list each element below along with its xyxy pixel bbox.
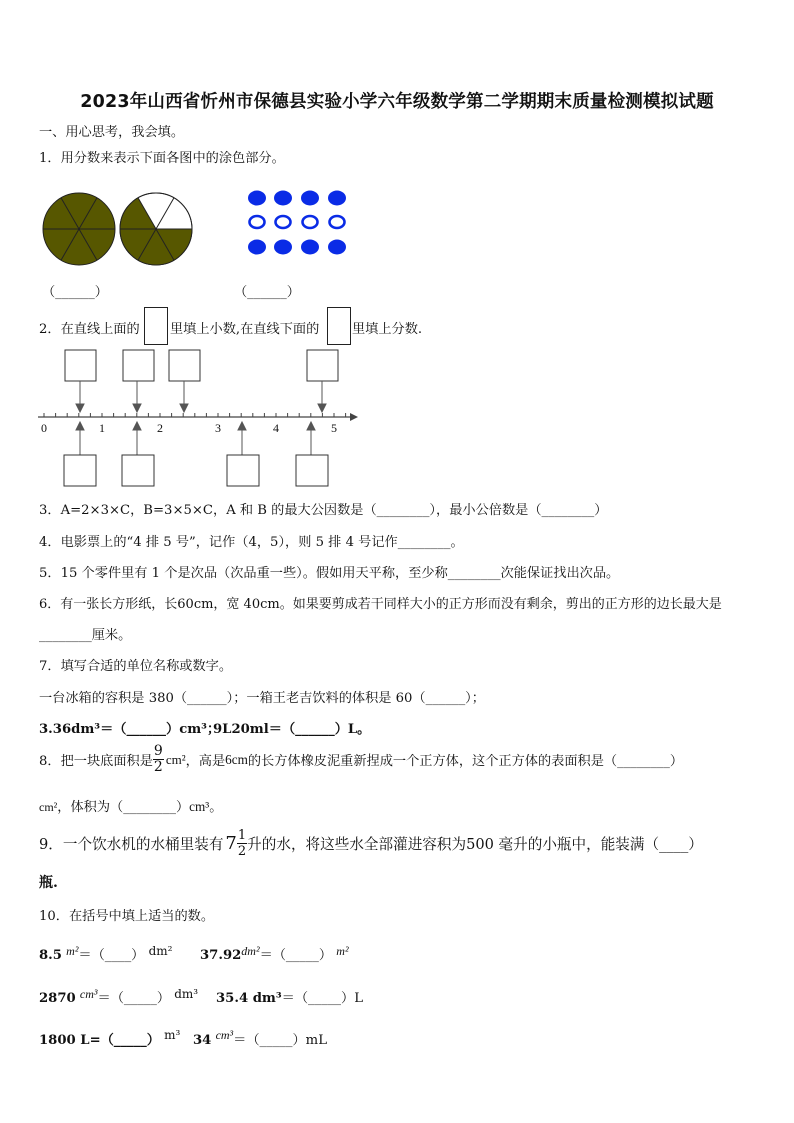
section-heading: 一、用心思考，我会填。 xyxy=(39,125,185,140)
question-10: 10．在括号中填上适当的数。 xyxy=(39,909,215,924)
unit: cm³ xyxy=(189,799,210,814)
unit: cm² xyxy=(39,800,58,814)
axis-label: 3 xyxy=(215,421,221,435)
equation-blank[interactable]: ＝（_____）mL xyxy=(233,1033,327,1048)
equation-blank[interactable]: ＝（_____）L xyxy=(281,991,363,1006)
question-7-line1: 一台冰箱的容积是 380（______）；一箱王老吉饮料的体积是 60（______）； xyxy=(39,691,485,706)
q10-row2-a xyxy=(39,987,198,1006)
value: 8.5 xyxy=(39,948,62,963)
q8-mid: ，高是 xyxy=(185,754,226,769)
question-5: 5．15 个零件里有 1 个是次品（次品重一些）。假如用天平称，至少称________次能保证找出次品。 xyxy=(39,566,620,581)
unit: dm² xyxy=(148,944,173,958)
pie-figures xyxy=(40,190,195,270)
q8-rest: 的长方体橡皮泥重新捏成一个正方体，这个正方体的表面积是（________） xyxy=(247,754,684,769)
q9-rest: 升的水，将这些水全部灌进容积为500 毫升的小瓶中，能装满（____） xyxy=(247,836,703,853)
q10-row1-b xyxy=(200,944,349,963)
question-8 xyxy=(39,744,683,775)
answer-blank[interactable]: （______） xyxy=(234,285,300,300)
question-7-line2b: 9L20ml＝（______）L。 xyxy=(213,722,371,737)
unit: cm³ xyxy=(79,987,98,1001)
unit: m³ xyxy=(164,1028,181,1042)
question-2-prefix: 2．在直线上面的 xyxy=(39,322,140,337)
answer-box-sample xyxy=(144,307,168,345)
axis-label: 5 xyxy=(331,421,337,435)
value: 2870 xyxy=(39,991,76,1006)
pie-full xyxy=(43,193,115,265)
value: 34 xyxy=(193,1033,212,1048)
q8-line2-end: 。 xyxy=(209,800,223,815)
question-3: 3．A=2×3×C，B=3×5×C，A 和 B 的最大公因数是（________），最小公倍数是（________） xyxy=(39,503,608,518)
q10-row3-a xyxy=(39,1029,180,1048)
question-4: 4．电影票上的“4 排 5 号”，记作（4，5），则 5 排 4 号记作________。 xyxy=(39,535,464,550)
q10-row1-a xyxy=(39,944,172,963)
unit: dm² xyxy=(241,944,260,958)
question-2-middle: 里填上小数,在直线下面的 xyxy=(170,322,320,337)
axis-label: 0 xyxy=(41,421,47,435)
question-9 xyxy=(39,828,703,859)
question-6: 6．有一张长方形纸，长60cm，宽 40cm。如果要剪成若干同样大小的正方形而没有剩余，剪出的正方形的边长最大是 xyxy=(39,597,722,612)
question-9-line2: 瓶. xyxy=(39,875,58,891)
q10-row2-b xyxy=(216,987,363,1006)
fraction-denominator: 2 xyxy=(153,759,163,775)
answer-box-sample xyxy=(327,307,351,345)
unit: m² xyxy=(66,944,79,958)
question-7: 7．填写合适的单位名称或数字。 xyxy=(39,659,233,674)
value: 37.92 xyxy=(200,948,242,963)
q8-line2-mid: ，体积为（________） xyxy=(57,800,190,815)
number-line xyxy=(30,346,370,491)
fraction-numerator: 9 xyxy=(153,743,163,759)
q10-row3-b xyxy=(193,1029,327,1048)
q9-prefix: 9．一个饮水机的水桶里装有 xyxy=(39,836,224,853)
question-8-line2 xyxy=(39,796,222,815)
pie-partial xyxy=(120,193,192,265)
question-6-cont: ________厘米。 xyxy=(39,628,132,643)
unit: cm² xyxy=(165,751,186,767)
page-title: 2023年山西省忻州市保德县实验小学六年级数学第二学期期末质量检测模拟试题 xyxy=(80,92,714,112)
question-1: 1．用分数来表示下面各图中的涂色部分。 xyxy=(39,151,285,166)
value: 35.4 dm³ xyxy=(216,991,282,1006)
fraction-numerator: 1 xyxy=(237,828,247,843)
equation-blank[interactable]: ＝（____） xyxy=(78,948,145,963)
q8-prefix: 8．把一块底面积是 xyxy=(39,754,153,769)
unit: dm³ xyxy=(174,987,199,1001)
equation-blank[interactable]: ＝（_____） xyxy=(259,948,333,963)
unit: cm³ xyxy=(215,1028,234,1042)
value[interactable]: 1800 L=（_____） xyxy=(39,1033,160,1048)
height-value: 6cm xyxy=(225,751,248,767)
fraction xyxy=(237,828,247,859)
fraction xyxy=(153,744,164,775)
axis-label: 4 xyxy=(273,421,279,435)
unit: m² xyxy=(336,944,349,958)
question-7-line2a: 3.36dm³＝（______）cm³； xyxy=(39,722,221,737)
fraction-denominator: 2 xyxy=(237,844,247,859)
answer-blank[interactable]: （______） xyxy=(42,285,108,300)
mixed-number-whole: 7 xyxy=(225,833,237,854)
question-2-suffix: 里填上分数. xyxy=(352,322,423,337)
equation-blank[interactable]: ＝（_____） xyxy=(97,991,171,1006)
axis-label: 1 xyxy=(99,421,105,435)
axis-label: 2 xyxy=(157,421,163,435)
dot-grid xyxy=(245,187,355,259)
